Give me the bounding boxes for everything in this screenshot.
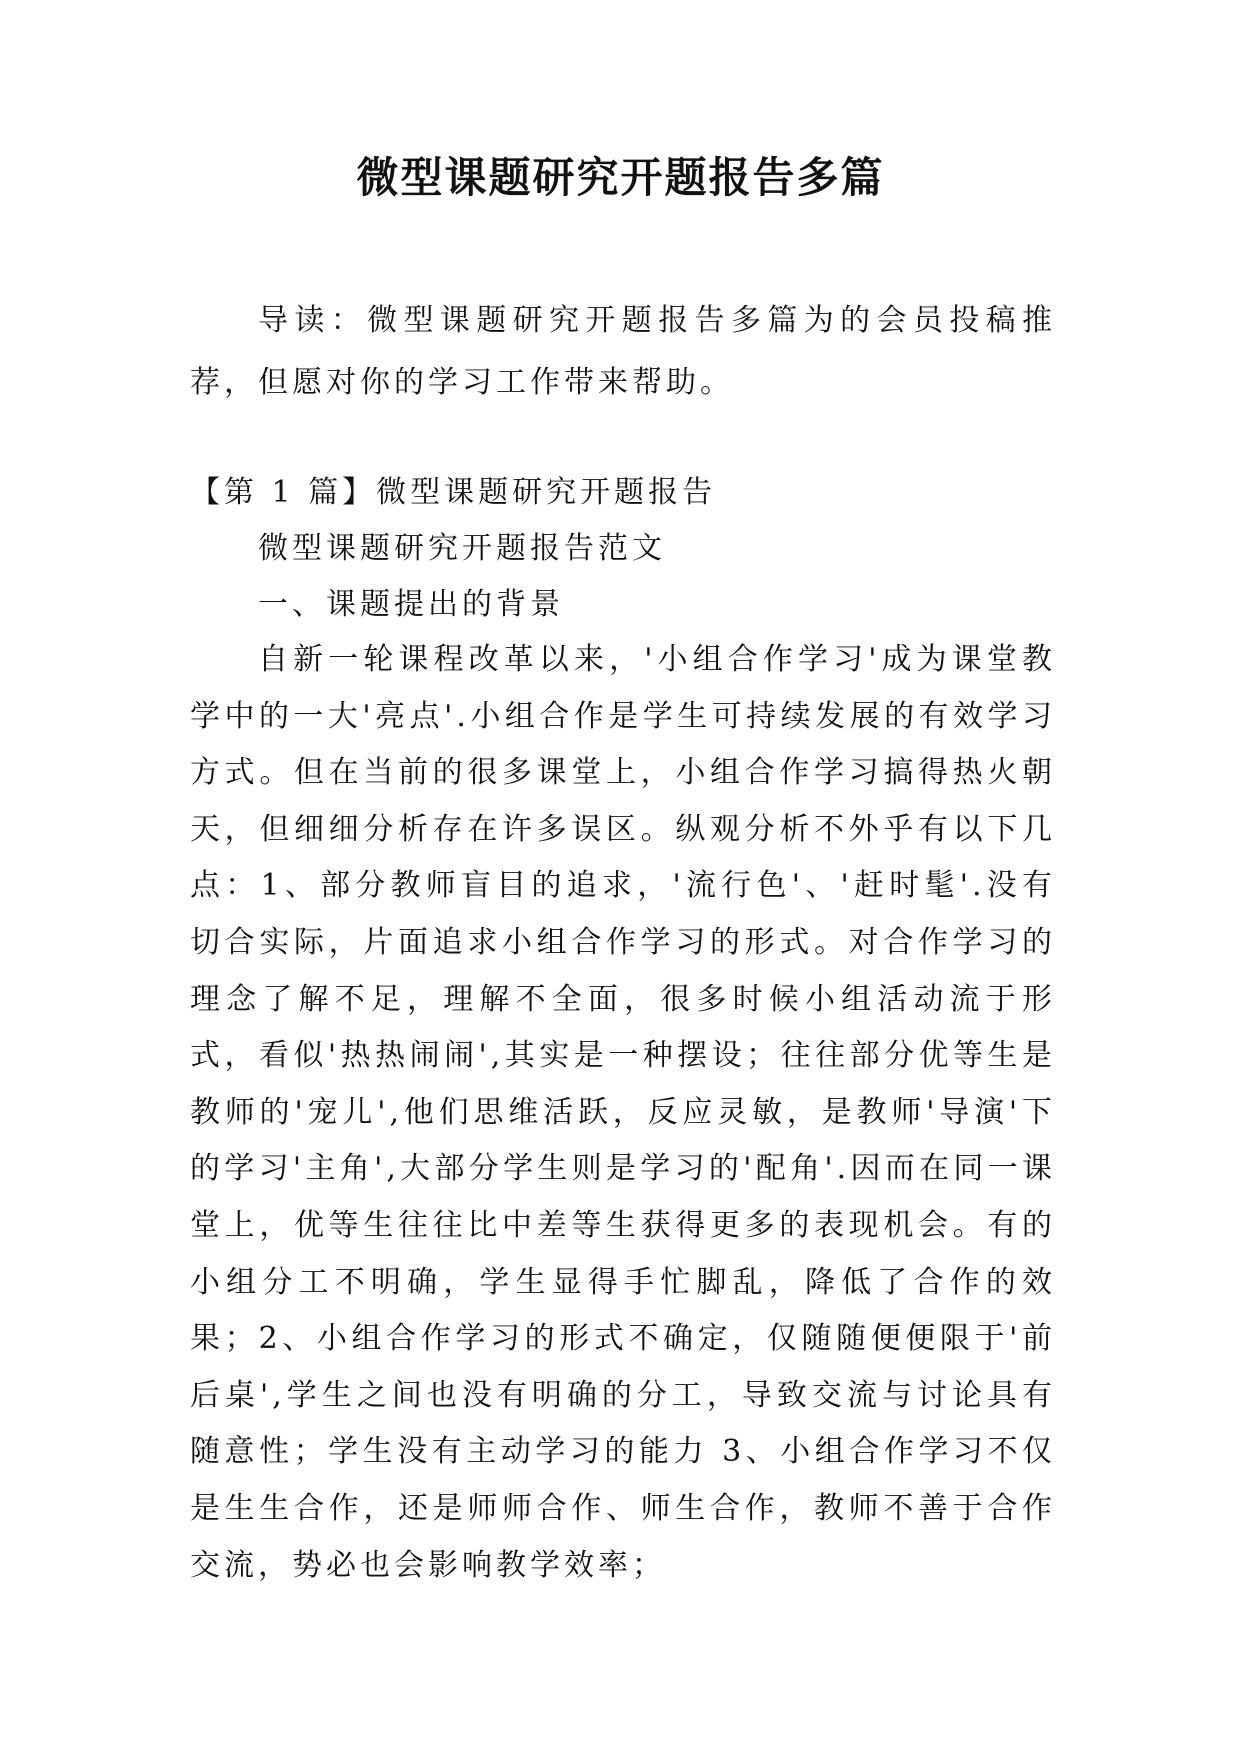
subheading: 微型课题研究开题报告范文 [258,531,666,566]
body-paragraph: 自新一轮课程改革以来，'小组合作学习'成为课堂教学中的一大'亮点'.小组合作是学生可持续发展的有效学习方式。但在当前的很多课堂上，小组合作学习搞得热火朝天，但细细分析存在许多误区。纵观分析不外乎有以下几点：1、部分教师盲目的追求，'流行色'、'赶时髦'.没有切合实际，片面追求小组合作学习的形式。对合作学习的理念了解不足，理解不全面，很多时候小组活动流于形式，看似'热热闹闹',其实是一种摆设；往往部分优等生是教师的'宠儿',他们思维活跃，反应灵敏，是教师'导演'下的学习'主角',大部分学生则是学习的'配角'.因而在同一课堂上，优等生往往比中差等生获得更多的表现机会。有的小组分工不明确，学生显得手忙脚乱，降低了合作的效果；2、小组合作学习的形式不确定，仅随随便便限于'前后桌',学生之间也没有明确的分工，导致交流与讨论具有随意性；学生没有主动学习的能力 3、小组合作学习不仅是生生合作，还是师师合作、师生合作，教师不善于合作交流，势必也会影响教学效率； [190,642,1056,1583]
intro-paragraph: 导读：微型课题研究开题报告多篇为的会员投稿推荐，但愿对你的学习工作带来帮助。 [190,303,1056,400]
document-title: 微型课题研究开题报告多篇 [356,153,885,202]
section-one-heading: 一、课题提出的背景 [258,587,564,622]
section-heading: 【第 1 篇】微型课题研究开题报告 [190,475,717,510]
